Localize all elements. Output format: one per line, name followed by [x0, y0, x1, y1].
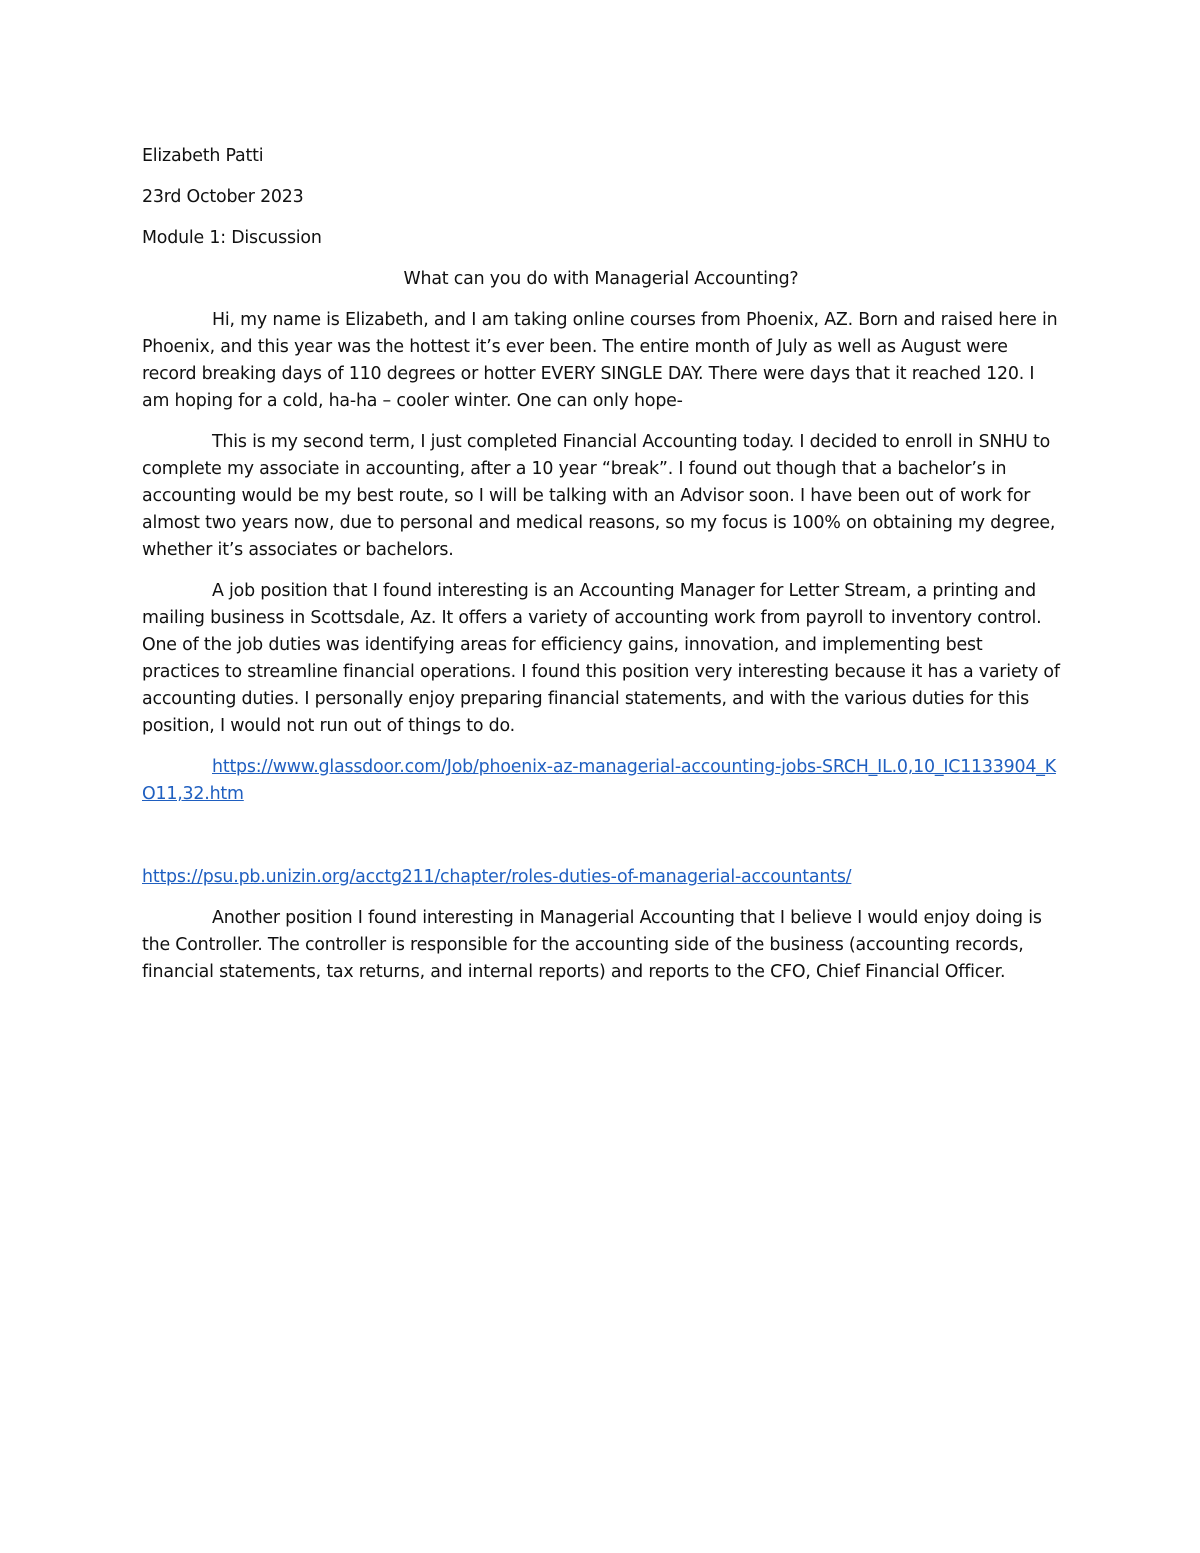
psu-link-container	[142, 864, 1060, 891]
course-module-line: Module 1: Discussion	[142, 228, 322, 248]
paragraph-controller: Another position I found interesting in Managerial Accounting that I believe I would enjoy doing is the Controller. The controller is responsible for the accounting side of the business (accounting records, financial statements, tax returns, and internal reports) and reports to the CFO, Chief Financial Officer.	[142, 908, 1042, 982]
glassdoor-link[interactable]: https://www.glassdoor.com/Job/phoenix-az-managerial-accounting-jobs-SRCH_IL.0,10_IC1133904_KO11,32.htm	[142, 757, 1056, 804]
paragraph-introduction: Hi, my name is Elizabeth, and I am taking online courses from Phoenix, AZ. Born and raised here in Phoenix, and this year was the hottest it’s ever been. The entire month of July as well as August were record breaking days of 110 degrees or hotter EVERY SINGLE DAY. There were days that it reached 120. I am hoping for a cold, ha-ha – cooler winter. One can only hope-	[142, 310, 1058, 411]
paragraph-education: This is my second term, I just completed Financial Accounting today. I decided to enroll in SNHU to complete my associate in accounting, after a 10 year “break”. I found out though that a bachelor’s in accounting would be my best route, so I will be talking with an Advisor soon. I have been out of work for almost two years now, due to personal and medical reasons, so my focus is 100% on obtaining my degree, whether it’s associates or bachelors.	[142, 432, 1056, 560]
psu-link[interactable]: https://psu.pb.unizin.org/acctg211/chapter/roles-duties-of-managerial-accountants/	[142, 867, 852, 887]
document-date: 23rd October 2023	[142, 187, 304, 207]
author-name: Elizabeth Patti	[142, 146, 264, 166]
document-title: What can you do with Managerial Accounting?	[403, 269, 799, 289]
blank-space	[142, 822, 1060, 864]
glassdoor-link-container	[142, 754, 1060, 808]
paragraph-job-position: A job position that I found interesting is an Accounting Manager for Letter Stream, a printing and mailing business in Scottsdale, Az. It offers a variety of accounting work from payroll to inventory control. One of the job duties was identifying areas for efficiency gains, innovation, and implementing best practices to streamline financial operations. I found this position very interesting because it has a variety of accounting duties. I personally enjoy preparing financial statements, and with the various duties for this position, I would not run out of things to do.	[142, 581, 1060, 736]
document-body	[142, 143, 1060, 1000]
